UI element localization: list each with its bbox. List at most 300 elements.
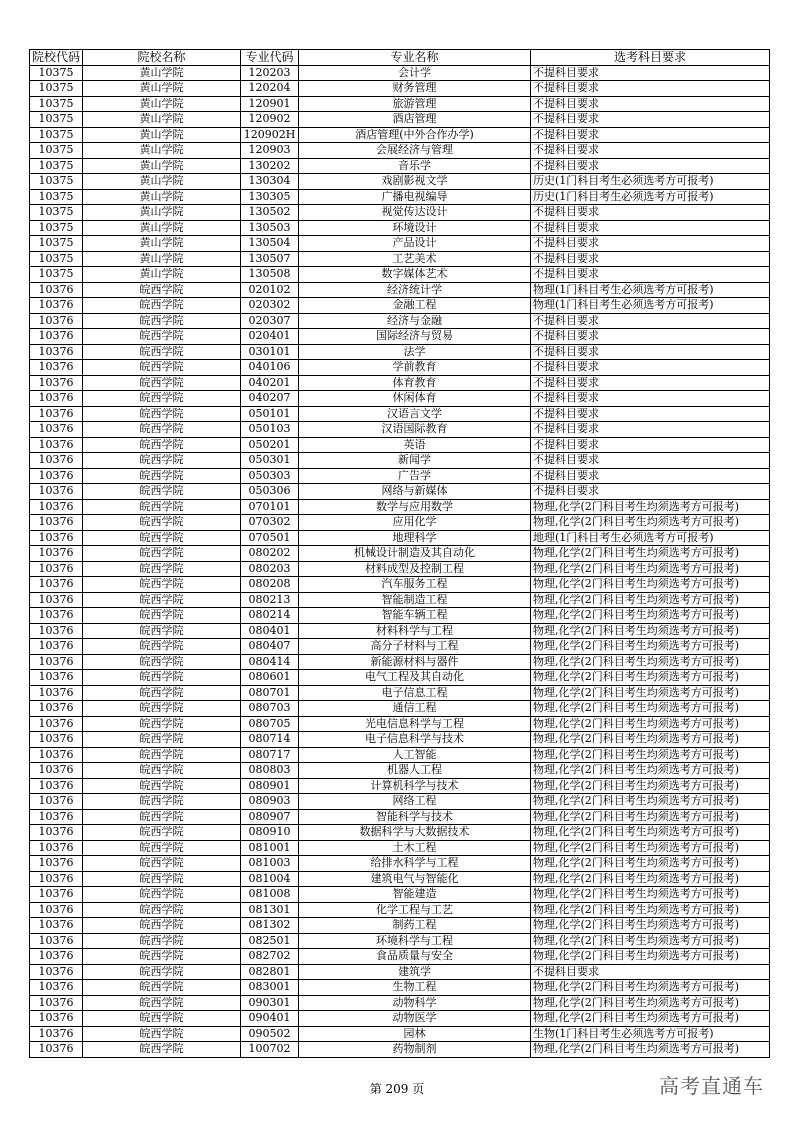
- cell-school-code: 10376: [30, 732, 83, 748]
- cell-major-name: 高分子材料与工程: [299, 639, 531, 655]
- cell-school-code: 10376: [30, 716, 83, 732]
- cell-subject-requirement: 不提科目要求: [531, 406, 770, 422]
- cell-school-code: 10376: [30, 422, 83, 438]
- cell-major-code: 081302: [241, 918, 299, 934]
- cell-major-name: 人工智能: [299, 747, 531, 763]
- cell-school-code: 10376: [30, 453, 83, 469]
- cell-major-code: 080401: [241, 623, 299, 639]
- table-row: [30, 282, 770, 298]
- table-row: [30, 422, 770, 438]
- cell-school-code: 10376: [30, 809, 83, 825]
- cell-major-name: 音乐学: [299, 158, 531, 174]
- cell-school-name: 皖西学院: [83, 530, 241, 546]
- cell-major-code: 090502: [241, 1026, 299, 1042]
- cell-major-name: 体育教育: [299, 375, 531, 391]
- cell-subject-requirement: 物理,化学(2门科目考生均须选考方可报考): [531, 561, 770, 577]
- cell-school-name: 皖西学院: [83, 980, 241, 996]
- cell-major-name: 计算机科学与技术: [299, 778, 531, 794]
- table-row: [30, 1026, 770, 1042]
- cell-school-code: 10376: [30, 313, 83, 329]
- cell-school-code: 10376: [30, 406, 83, 422]
- cell-major-name: 产品设计: [299, 236, 531, 252]
- cell-major-name: 机械设计制造及其自动化: [299, 546, 531, 562]
- table-row: [30, 220, 770, 236]
- cell-school-code: 10376: [30, 1042, 83, 1058]
- table-row: [30, 778, 770, 794]
- cell-school-code: 10376: [30, 670, 83, 686]
- cell-school-name: 皖西学院: [83, 422, 241, 438]
- cell-subject-requirement: 不提科目要求: [531, 313, 770, 329]
- cell-subject-requirement: 不提科目要求: [531, 220, 770, 236]
- cell-school-name: 皖西学院: [83, 282, 241, 298]
- cell-school-name: 黄山学院: [83, 205, 241, 221]
- table-row: [30, 887, 770, 903]
- table-row: [30, 437, 770, 453]
- cell-major-code: 080803: [241, 763, 299, 779]
- cell-subject-requirement: 物理,化学(2门科目考生均须选考方可报考): [531, 639, 770, 655]
- table-row: [30, 949, 770, 965]
- cell-major-code: 080601: [241, 670, 299, 686]
- cell-major-name: 数学与应用数学: [299, 499, 531, 515]
- table-row: [30, 189, 770, 205]
- cell-major-name: 新能源材料与器件: [299, 654, 531, 670]
- table-row: [30, 453, 770, 469]
- cell-school-name: 皖西学院: [83, 468, 241, 484]
- cell-school-code: 10375: [30, 158, 83, 174]
- cell-major-code: 040207: [241, 391, 299, 407]
- cell-school-code: 10376: [30, 887, 83, 903]
- cell-major-code: 120903: [241, 143, 299, 159]
- table-row: [30, 391, 770, 407]
- cell-major-name: 英语: [299, 437, 531, 453]
- cell-school-name: 皖西学院: [83, 437, 241, 453]
- cell-major-name: 国际经济与贸易: [299, 329, 531, 345]
- cell-major-name: 建筑电气与智能化: [299, 871, 531, 887]
- cell-school-code: 10375: [30, 267, 83, 283]
- cell-subject-requirement: 物理,化学(2门科目考生均须选考方可报考): [531, 763, 770, 779]
- cell-subject-requirement: 不提科目要求: [531, 112, 770, 128]
- cell-major-code: 080414: [241, 654, 299, 670]
- table-row: [30, 980, 770, 996]
- cell-major-name: 数据科学与大数据技术: [299, 825, 531, 841]
- cell-school-name: 皖西学院: [83, 577, 241, 593]
- cell-school-name: 皖西学院: [83, 840, 241, 856]
- cell-school-code: 10375: [30, 220, 83, 236]
- cell-major-code: 080214: [241, 608, 299, 624]
- cell-school-name: 黄山学院: [83, 65, 241, 81]
- cell-subject-requirement: 物理,化学(2门科目考生均须选考方可报考): [531, 918, 770, 934]
- cell-school-name: 黄山学院: [83, 236, 241, 252]
- cell-major-name: 智能建造: [299, 887, 531, 903]
- cell-major-name: 机器人工程: [299, 763, 531, 779]
- cell-subject-requirement: 历史(1门科目考生必须选考方可报考): [531, 174, 770, 190]
- cell-major-name: 材料成型及控制工程: [299, 561, 531, 577]
- table-row: [30, 608, 770, 624]
- cell-major-code: 081004: [241, 871, 299, 887]
- table-row: [30, 112, 770, 128]
- admission-requirements-table: [29, 49, 770, 1058]
- cell-major-code: 080407: [241, 639, 299, 655]
- cell-school-name: 皖西学院: [83, 747, 241, 763]
- cell-major-code: 130202: [241, 158, 299, 174]
- cell-major-name: 酒店管理: [299, 112, 531, 128]
- cell-major-code: 050103: [241, 422, 299, 438]
- cell-major-name: 法学: [299, 344, 531, 360]
- cell-subject-requirement: 物理(1门科目考生必须选考方可报考): [531, 282, 770, 298]
- cell-school-name: 皖西学院: [83, 778, 241, 794]
- table-row: [30, 639, 770, 655]
- cell-major-code: 080903: [241, 794, 299, 810]
- cell-major-name: 园林: [299, 1026, 531, 1042]
- cell-major-name: 制药工程: [299, 918, 531, 934]
- cell-school-code: 10376: [30, 654, 83, 670]
- cell-major-code: 090401: [241, 1011, 299, 1027]
- table-row: [30, 406, 770, 422]
- cell-subject-requirement: 不提科目要求: [531, 329, 770, 345]
- cell-major-code: 050101: [241, 406, 299, 422]
- cell-major-name: 土木工程: [299, 840, 531, 856]
- cell-subject-requirement: 不提科目要求: [531, 360, 770, 376]
- cell-major-code: 120901: [241, 96, 299, 112]
- cell-major-name: 会计学: [299, 65, 531, 81]
- cell-subject-requirement: 不提科目要求: [531, 437, 770, 453]
- cell-major-code: 080901: [241, 778, 299, 794]
- cell-school-code: 10376: [30, 468, 83, 484]
- cell-subject-requirement: 不提科目要求: [531, 422, 770, 438]
- cell-major-name: 汉语国际教育: [299, 422, 531, 438]
- table-row: [30, 871, 770, 887]
- table-row: [30, 592, 770, 608]
- cell-major-code: 081003: [241, 856, 299, 872]
- cell-subject-requirement: 生物(1门科目考生必须选考方可报考): [531, 1026, 770, 1042]
- cell-major-code: 100702: [241, 1042, 299, 1058]
- table-row: [30, 1011, 770, 1027]
- cell-major-code: 020307: [241, 313, 299, 329]
- cell-subject-requirement: 物理,化学(2门科目考生均须选考方可报考): [531, 871, 770, 887]
- cell-school-code: 10375: [30, 112, 83, 128]
- cell-school-name: 皖西学院: [83, 484, 241, 500]
- cell-school-name: 皖西学院: [83, 654, 241, 670]
- cell-subject-requirement: 物理,化学(2门科目考生均须选考方可报考): [531, 887, 770, 903]
- cell-major-code: 070302: [241, 515, 299, 531]
- table-row: [30, 732, 770, 748]
- cell-school-code: 10376: [30, 933, 83, 949]
- cell-major-code: 080907: [241, 809, 299, 825]
- cell-school-name: 皖西学院: [83, 329, 241, 345]
- cell-school-code: 10376: [30, 530, 83, 546]
- cell-subject-requirement: 不提科目要求: [531, 344, 770, 360]
- cell-school-name: 黄山学院: [83, 143, 241, 159]
- table-row: [30, 546, 770, 562]
- cell-subject-requirement: 物理,化学(2门科目考生均须选考方可报考): [531, 995, 770, 1011]
- cell-major-name: 药物制剂: [299, 1042, 531, 1058]
- cell-subject-requirement: 物理,化学(2门科目考生均须选考方可报考): [531, 732, 770, 748]
- cell-major-code: 130504: [241, 236, 299, 252]
- cell-major-code: 080717: [241, 747, 299, 763]
- cell-school-name: 皖西学院: [83, 608, 241, 624]
- cell-subject-requirement: 物理,化学(2门科目考生均须选考方可报考): [531, 747, 770, 763]
- cell-school-code: 10376: [30, 778, 83, 794]
- cell-major-name: 数字媒体艺术: [299, 267, 531, 283]
- cell-school-name: 皖西学院: [83, 375, 241, 391]
- cell-subject-requirement: 不提科目要求: [531, 143, 770, 159]
- cell-major-name: 动物医学: [299, 1011, 531, 1027]
- table-row: [30, 96, 770, 112]
- cell-school-code: 10376: [30, 391, 83, 407]
- table-row: [30, 360, 770, 376]
- cell-major-code: 040201: [241, 375, 299, 391]
- cell-subject-requirement: 不提科目要求: [531, 205, 770, 221]
- cell-major-name: 给排水科学与工程: [299, 856, 531, 872]
- cell-major-code: 050306: [241, 484, 299, 500]
- cell-major-code: 081301: [241, 902, 299, 918]
- cell-school-code: 10376: [30, 344, 83, 360]
- cell-subject-requirement: 物理,化学(2门科目考生均须选考方可报考): [531, 840, 770, 856]
- cell-subject-requirement: 物理,化学(2门科目考生均须选考方可报考): [531, 623, 770, 639]
- table-row: [30, 995, 770, 1011]
- table-row: [30, 484, 770, 500]
- cell-major-code: 050201: [241, 437, 299, 453]
- cell-major-code: 120902H: [241, 127, 299, 143]
- cell-school-code: 10375: [30, 96, 83, 112]
- cell-major-code: 020401: [241, 329, 299, 345]
- cell-school-code: 10376: [30, 685, 83, 701]
- cell-subject-requirement: 不提科目要求: [531, 484, 770, 500]
- cell-school-code: 10375: [30, 205, 83, 221]
- page-number: 第 209 页: [369, 1082, 425, 1096]
- cell-major-name: 广播电视编导: [299, 189, 531, 205]
- cell-major-code: 090301: [241, 995, 299, 1011]
- cell-subject-requirement: 物理,化学(2门科目考生均须选考方可报考): [531, 902, 770, 918]
- cell-school-code: 10376: [30, 329, 83, 345]
- cell-major-name: 通信工程: [299, 701, 531, 717]
- table-row: [30, 654, 770, 670]
- cell-school-name: 皖西学院: [83, 499, 241, 515]
- table-row: [30, 499, 770, 515]
- cell-school-code: 10376: [30, 701, 83, 717]
- cell-school-name: 皖西学院: [83, 406, 241, 422]
- cell-major-name: 工艺美术: [299, 251, 531, 267]
- cell-major-name: 旅游管理: [299, 96, 531, 112]
- cell-subject-requirement: 物理,化学(2门科目考生均须选考方可报考): [531, 856, 770, 872]
- cell-school-code: 10376: [30, 949, 83, 965]
- cell-school-name: 皖西学院: [83, 732, 241, 748]
- cell-school-name: 皖西学院: [83, 887, 241, 903]
- cell-school-name: 皖西学院: [83, 515, 241, 531]
- cell-school-name: 黄山学院: [83, 174, 241, 190]
- cell-major-code: 080213: [241, 592, 299, 608]
- cell-school-code: 10376: [30, 825, 83, 841]
- cell-school-code: 10376: [30, 980, 83, 996]
- cell-school-code: 10376: [30, 639, 83, 655]
- cell-major-code: 120902: [241, 112, 299, 128]
- table-row: [30, 375, 770, 391]
- cell-school-name: 皖西学院: [83, 794, 241, 810]
- table-row: [30, 251, 770, 267]
- cell-major-code: 080701: [241, 685, 299, 701]
- cell-school-name: 黄山学院: [83, 251, 241, 267]
- cell-major-name: 电子信息工程: [299, 685, 531, 701]
- table-row: [30, 313, 770, 329]
- cell-subject-requirement: 不提科目要求: [531, 391, 770, 407]
- cell-subject-requirement: 不提科目要求: [531, 127, 770, 143]
- cell-school-code: 10375: [30, 81, 83, 97]
- cell-subject-requirement: 历史(1门科目考生必须选考方可报考): [531, 189, 770, 205]
- cell-subject-requirement: 物理,化学(2门科目考生均须选考方可报考): [531, 592, 770, 608]
- cell-major-code: 082702: [241, 949, 299, 965]
- table-row: [30, 763, 770, 779]
- cell-school-code: 10376: [30, 515, 83, 531]
- cell-school-code: 10376: [30, 282, 83, 298]
- cell-subject-requirement: 不提科目要求: [531, 964, 770, 980]
- cell-major-name: 汽车服务工程: [299, 577, 531, 593]
- cell-school-name: 皖西学院: [83, 809, 241, 825]
- cell-subject-requirement: 物理,化学(2门科目考生均须选考方可报考): [531, 778, 770, 794]
- cell-major-code: 120204: [241, 81, 299, 97]
- table-row: [30, 205, 770, 221]
- cell-school-name: 皖西学院: [83, 716, 241, 732]
- cell-subject-requirement: 不提科目要求: [531, 468, 770, 484]
- table-header-row: [30, 50, 770, 66]
- cell-school-name: 皖西学院: [83, 623, 241, 639]
- cell-major-name: 会展经济与管理: [299, 143, 531, 159]
- cell-school-name: 皖西学院: [83, 391, 241, 407]
- cell-major-code: 130305: [241, 189, 299, 205]
- cell-major-code: 020102: [241, 282, 299, 298]
- cell-major-code: 130503: [241, 220, 299, 236]
- table-row: [30, 747, 770, 763]
- cell-school-name: 皖西学院: [83, 1042, 241, 1058]
- cell-subject-requirement: 物理,化学(2门科目考生均须选考方可报考): [531, 980, 770, 996]
- cell-subject-requirement: 物理,化学(2门科目考生均须选考方可报考): [531, 701, 770, 717]
- cell-school-name: 皖西学院: [83, 453, 241, 469]
- table-row: [30, 1042, 770, 1058]
- cell-school-name: 皖西学院: [83, 298, 241, 314]
- cell-major-name: 电子信息科学与技术: [299, 732, 531, 748]
- table-row: [30, 267, 770, 283]
- cell-major-code: 082801: [241, 964, 299, 980]
- cell-school-name: 皖西学院: [83, 763, 241, 779]
- cell-major-name: 休闲体育: [299, 391, 531, 407]
- cell-school-code: 10376: [30, 1026, 83, 1042]
- cell-major-code: 050303: [241, 468, 299, 484]
- cell-school-code: 10375: [30, 143, 83, 159]
- table-row: [30, 127, 770, 143]
- cell-major-name: 化学工程与工艺: [299, 902, 531, 918]
- cell-major-name: 经济统计学: [299, 282, 531, 298]
- cell-school-name: 黄山学院: [83, 189, 241, 205]
- cell-school-code: 10376: [30, 856, 83, 872]
- cell-subject-requirement: 物理,化学(2门科目考生均须选考方可报考): [531, 794, 770, 810]
- cell-school-code: 10376: [30, 499, 83, 515]
- cell-subject-requirement: 地理(1门科目考生必须选考方可报考): [531, 530, 770, 546]
- cell-school-code: 10376: [30, 623, 83, 639]
- table-row: [30, 716, 770, 732]
- cell-school-code: 10376: [30, 592, 83, 608]
- cell-major-name: 环境科学与工程: [299, 933, 531, 949]
- cell-major-name: 戏剧影视文学: [299, 174, 531, 190]
- table-row: [30, 561, 770, 577]
- cell-major-code: 050301: [241, 453, 299, 469]
- table-row: [30, 670, 770, 686]
- table-row: [30, 685, 770, 701]
- table-row: [30, 964, 770, 980]
- cell-subject-requirement: 物理,化学(2门科目考生均须选考方可报考): [531, 685, 770, 701]
- cell-school-code: 10376: [30, 484, 83, 500]
- cell-major-name: 生物工程: [299, 980, 531, 996]
- cell-school-name: 皖西学院: [83, 639, 241, 655]
- cell-subject-requirement: 物理,化学(2门科目考生均须选考方可报考): [531, 933, 770, 949]
- cell-school-code: 10375: [30, 251, 83, 267]
- cell-school-name: 皖西学院: [83, 964, 241, 980]
- table-row: [30, 701, 770, 717]
- cell-subject-requirement: 物理,化学(2门科目考生均须选考方可报考): [531, 1011, 770, 1027]
- cell-subject-requirement: 物理,化学(2门科目考生均须选考方可报考): [531, 515, 770, 531]
- table-row: [30, 794, 770, 810]
- cell-school-code: 10376: [30, 840, 83, 856]
- cell-school-code: 10376: [30, 608, 83, 624]
- cell-subject-requirement: 不提科目要求: [531, 81, 770, 97]
- cell-major-code: 080703: [241, 701, 299, 717]
- table-row: [30, 65, 770, 81]
- cell-subject-requirement: 物理,化学(2门科目考生均须选考方可报考): [531, 499, 770, 515]
- cell-school-name: 皖西学院: [83, 670, 241, 686]
- cell-school-code: 10376: [30, 763, 83, 779]
- cell-major-code: 080208: [241, 577, 299, 593]
- cell-subject-requirement: 物理,化学(2门科目考生均须选考方可报考): [531, 654, 770, 670]
- header-major-name: 专业名称: [299, 50, 531, 66]
- cell-school-name: 黄山学院: [83, 158, 241, 174]
- cell-major-name: 广告学: [299, 468, 531, 484]
- cell-subject-requirement: 物理,化学(2门科目考生均须选考方可报考): [531, 949, 770, 965]
- cell-school-code: 10376: [30, 360, 83, 376]
- cell-major-name: 经济与金融: [299, 313, 531, 329]
- cell-subject-requirement: 物理,化学(2门科目考生均须选考方可报考): [531, 577, 770, 593]
- cell-major-name: 建筑学: [299, 964, 531, 980]
- cell-school-name: 皖西学院: [83, 856, 241, 872]
- cell-major-code: 040106: [241, 360, 299, 376]
- cell-school-name: 皖西学院: [83, 546, 241, 562]
- cell-subject-requirement: 不提科目要求: [531, 251, 770, 267]
- cell-school-name: 黄山学院: [83, 81, 241, 97]
- cell-school-name: 皖西学院: [83, 902, 241, 918]
- cell-major-code: 130502: [241, 205, 299, 221]
- cell-major-name: 新闻学: [299, 453, 531, 469]
- cell-school-code: 10376: [30, 995, 83, 1011]
- cell-school-name: 黄山学院: [83, 96, 241, 112]
- cell-subject-requirement: 不提科目要求: [531, 236, 770, 252]
- cell-subject-requirement: 物理,化学(2门科目考生均须选考方可报考): [531, 1042, 770, 1058]
- cell-major-code: 081008: [241, 887, 299, 903]
- table-row: [30, 468, 770, 484]
- cell-school-code: 10376: [30, 871, 83, 887]
- cell-major-name: 动物科学: [299, 995, 531, 1011]
- cell-major-name: 财务管理: [299, 81, 531, 97]
- table-row: [30, 298, 770, 314]
- cell-major-code: 082501: [241, 933, 299, 949]
- cell-school-name: 黄山学院: [83, 267, 241, 283]
- cell-subject-requirement: 不提科目要求: [531, 453, 770, 469]
- cell-major-code: 120203: [241, 65, 299, 81]
- cell-major-name: 智能制造工程: [299, 592, 531, 608]
- cell-major-code: 080714: [241, 732, 299, 748]
- table-row: [30, 902, 770, 918]
- cell-major-name: 智能科学与技术: [299, 809, 531, 825]
- cell-subject-requirement: 物理,化学(2门科目考生均须选考方可报考): [531, 825, 770, 841]
- cell-school-code: 10376: [30, 1011, 83, 1027]
- cell-subject-requirement: 不提科目要求: [531, 267, 770, 283]
- cell-school-name: 皖西学院: [83, 995, 241, 1011]
